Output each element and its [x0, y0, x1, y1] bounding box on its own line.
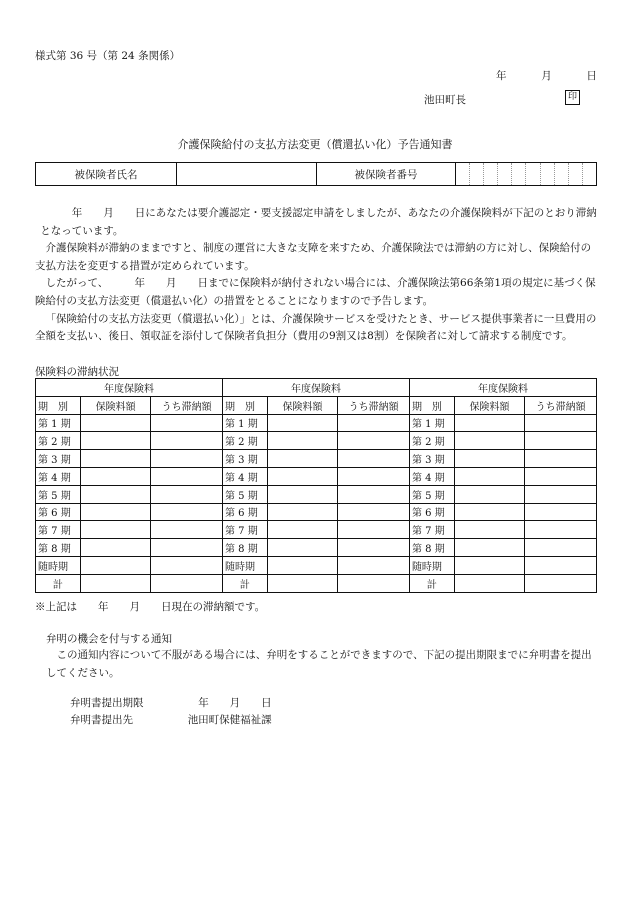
- arrears-amount-cell[interactable]: [338, 414, 410, 432]
- table-row: [36, 503, 597, 521]
- premium-amount-cell[interactable]: [454, 574, 524, 592]
- arrears-amount-cell[interactable]: [151, 556, 223, 574]
- period-cell: 第 2 期: [222, 432, 267, 450]
- period-cell: 第 4 期: [409, 467, 454, 485]
- premium-amount-cell[interactable]: [267, 485, 337, 503]
- period-header: 期 別: [409, 396, 454, 414]
- arrears-amount-cell[interactable]: [338, 556, 410, 574]
- arrears-amount-cell[interactable]: [151, 414, 223, 432]
- arrears-amount-cell[interactable]: [338, 467, 410, 485]
- premium-amount-cell[interactable]: [454, 414, 524, 432]
- period-cell: 第 6 期: [222, 503, 267, 521]
- document-title: 介護保険給付の支払方法変更（償還払い化）予告通知書: [177, 138, 453, 151]
- period-cell: 第 1 期: [36, 414, 81, 432]
- premium-amount-cell[interactable]: [80, 414, 150, 432]
- date-year: 年: [496, 70, 507, 82]
- period-cell: 第 3 期: [409, 450, 454, 468]
- premium-amount-cell[interactable]: [454, 556, 524, 574]
- period-cell: 第 4 期: [222, 467, 267, 485]
- table-row: [36, 539, 597, 557]
- period-cell: 随時期: [222, 556, 267, 574]
- period-cell: 第 2 期: [36, 432, 81, 450]
- period-cell: 計: [409, 574, 454, 592]
- seal-mark: 印: [565, 90, 580, 105]
- arrears-amount-cell[interactable]: [151, 503, 223, 521]
- premium-amount-cell[interactable]: [454, 539, 524, 557]
- premium-amount-cell[interactable]: [454, 467, 524, 485]
- period-cell: 第 7 期: [36, 521, 81, 539]
- insured-number-label: 被保険者番号: [317, 163, 456, 186]
- period-cell: 第 1 期: [222, 414, 267, 432]
- period-cell: 第 3 期: [222, 450, 267, 468]
- period-cell: 第 4 期: [36, 467, 81, 485]
- premium-amount-cell[interactable]: [80, 556, 150, 574]
- premium-amount-cell[interactable]: [80, 521, 150, 539]
- arrears-section-label: 保険料の滞納状況: [35, 366, 119, 378]
- premium-amount-cell[interactable]: [80, 539, 150, 557]
- table-row: [36, 467, 597, 485]
- period-cell: 第 8 期: [409, 539, 454, 557]
- recipient-name: 池田町保健福祉課: [187, 714, 272, 726]
- period-cell: 第 5 期: [409, 485, 454, 503]
- period-cell: 第 8 期: [222, 539, 267, 557]
- table-row: [36, 432, 597, 450]
- period-cell: 随時期: [409, 556, 454, 574]
- premium-amount-cell[interactable]: [267, 556, 337, 574]
- table-row: [36, 574, 597, 592]
- arrears-footnote: ※上記は 年 月 日現在の滞納額です。: [35, 601, 266, 613]
- arrears-amount-cell[interactable]: [525, 485, 597, 503]
- period-cell: 第 7 期: [409, 521, 454, 539]
- arrears-amount-cell[interactable]: [151, 521, 223, 539]
- premium-amount-cell[interactable]: [80, 485, 150, 503]
- period-cell: 第 6 期: [409, 503, 454, 521]
- arrears-amount-cell[interactable]: [525, 503, 597, 521]
- premium-amount-cell[interactable]: [267, 539, 337, 557]
- premium-header: 保険料額: [267, 396, 337, 414]
- form-number: 様式第 36 号（第 24 条関係）: [35, 50, 181, 62]
- fiscal-year-header: 年度保険料: [222, 379, 409, 397]
- arrears-amount-cell[interactable]: [151, 485, 223, 503]
- insured-name-label: 被保険者氏名: [36, 163, 177, 186]
- table-row: [36, 485, 597, 503]
- period-cell: 計: [222, 574, 267, 592]
- insured-number-field[interactable]: [456, 163, 597, 186]
- arrears-header: うち滞納額: [525, 396, 597, 414]
- premium-amount-cell[interactable]: [80, 503, 150, 521]
- arrears-amount-cell[interactable]: [338, 539, 410, 557]
- hearing-notice-title: 弁明の機会を付与する通知: [46, 633, 172, 645]
- arrears-amount-cell[interactable]: [525, 574, 597, 592]
- arrears-amount-cell[interactable]: [525, 539, 597, 557]
- arrears-amount-cell[interactable]: [151, 574, 223, 592]
- fiscal-year-header: 年度保険料: [409, 379, 596, 397]
- insured-id-table: [35, 162, 597, 186]
- hearing-notice-paragraph: この通知内容について不服がある場合には、弁明をすることができますので、下記の提出期限までに弁明書を提出してください。: [46, 649, 592, 679]
- arrears-amount-cell[interactable]: [525, 450, 597, 468]
- premium-amount-cell[interactable]: [80, 432, 150, 450]
- premium-amount-cell[interactable]: [454, 432, 524, 450]
- premium-amount-cell[interactable]: [80, 467, 150, 485]
- arrears-amount-cell[interactable]: [151, 539, 223, 557]
- arrears-header: うち滞納額: [338, 396, 410, 414]
- deadline-label: 弁明書提出期限: [70, 697, 144, 709]
- arrears-amount-cell[interactable]: [525, 414, 597, 432]
- period-cell: 第 5 期: [36, 485, 81, 503]
- premium-amount-cell[interactable]: [267, 467, 337, 485]
- table-row: [36, 414, 597, 432]
- arrears-column-header-row: [36, 396, 597, 414]
- premium-amount-cell[interactable]: [267, 450, 337, 468]
- premium-amount-cell[interactable]: [80, 574, 150, 592]
- arrears-amount-cell[interactable]: [338, 521, 410, 539]
- arrears-amount-cell[interactable]: [151, 467, 223, 485]
- premium-amount-cell[interactable]: [80, 450, 150, 468]
- issue-date: [496, 68, 597, 83]
- issuer-name: 池田町長: [424, 94, 466, 106]
- arrears-amount-cell[interactable]: [338, 485, 410, 503]
- period-cell: 第 2 期: [409, 432, 454, 450]
- arrears-amount-cell[interactable]: [338, 574, 410, 592]
- period-header: 期 別: [222, 396, 267, 414]
- date-month: 月: [541, 70, 552, 82]
- body-paragraph-4: 「保険給付の支払方法変更（償還払い化）」とは、介護保険サービスを受けたとき、サービス提供事業者に一旦費用の全額を支払い、後日、領収証を添付して保険者負担分（費用の9割又は8割）を保険者に対して請求する制度です。: [35, 312, 597, 343]
- premium-amount-cell[interactable]: [454, 521, 524, 539]
- period-cell: 第 5 期: [222, 485, 267, 503]
- recipient-line: [70, 712, 272, 727]
- arrears-amount-cell[interactable]: [338, 450, 410, 468]
- premium-amount-cell[interactable]: [267, 432, 337, 450]
- table-row: [36, 556, 597, 574]
- arrears-amount-cell[interactable]: [151, 432, 223, 450]
- body-paragraph-1: 年 月 日にあなたは要介護認定・要支援認定申請をしましたが、あなたの介護保険料が下記のとおり滞納となっています。: [40, 207, 597, 237]
- period-header: 期 別: [36, 396, 81, 414]
- hearing-notice-text: [46, 647, 594, 682]
- period-cell: 第 7 期: [222, 521, 267, 539]
- period-cell: 第 3 期: [36, 450, 81, 468]
- period-cell: 随時期: [36, 556, 81, 574]
- deadline-date: 年 月 日: [198, 697, 272, 709]
- arrears-amount-cell[interactable]: [525, 432, 597, 450]
- table-row: [36, 450, 597, 468]
- fiscal-year-header: 年度保険料: [36, 379, 223, 397]
- premium-amount-cell[interactable]: [454, 450, 524, 468]
- table-row: [36, 521, 597, 539]
- period-cell: 第 6 期: [36, 503, 81, 521]
- period-cell: 第 8 期: [36, 539, 81, 557]
- arrears-amount-cell[interactable]: [338, 432, 410, 450]
- premium-amount-cell[interactable]: [267, 574, 337, 592]
- notice-body: [35, 205, 597, 346]
- arrears-amount-cell[interactable]: [525, 467, 597, 485]
- arrears-amount-cell[interactable]: [525, 556, 597, 574]
- body-paragraph-2: 介護保険料が滞納のままですと、制度の運営に大きな支障を来すため、介護保険法では滞納の方に対し、保険給付の支払方法を変更する措置が定められています。: [35, 242, 592, 272]
- premium-amount-cell[interactable]: [267, 521, 337, 539]
- recipient-label: 弁明書提出先: [70, 714, 133, 726]
- arrears-amount-cell[interactable]: [525, 521, 597, 539]
- arrears-year-header-row: [36, 379, 597, 397]
- arrears-amount-cell[interactable]: [151, 450, 223, 468]
- premium-header: 保険料額: [454, 396, 524, 414]
- premium-amount-cell[interactable]: [454, 485, 524, 503]
- premium-header: 保険料額: [80, 396, 150, 414]
- arrears-table: [35, 378, 597, 593]
- premium-amount-cell[interactable]: [267, 503, 337, 521]
- premium-amount-cell[interactable]: [267, 414, 337, 432]
- arrears-header: うち滞納額: [151, 396, 223, 414]
- insured-name-field[interactable]: [177, 163, 317, 186]
- period-cell: 計: [36, 574, 81, 592]
- body-paragraph-3: したがって、 年 月 日までに保険料が納付されない場合には、介護保険法第66条第1項の規定に基づく保険給付の支払方法変更（償還払い化）の措置をとることになりますので予告します。: [35, 277, 596, 307]
- premium-amount-cell[interactable]: [454, 503, 524, 521]
- period-cell: 第 1 期: [409, 414, 454, 432]
- date-day: 日: [586, 70, 597, 82]
- deadline-line: [70, 695, 272, 710]
- arrears-amount-cell[interactable]: [338, 503, 410, 521]
